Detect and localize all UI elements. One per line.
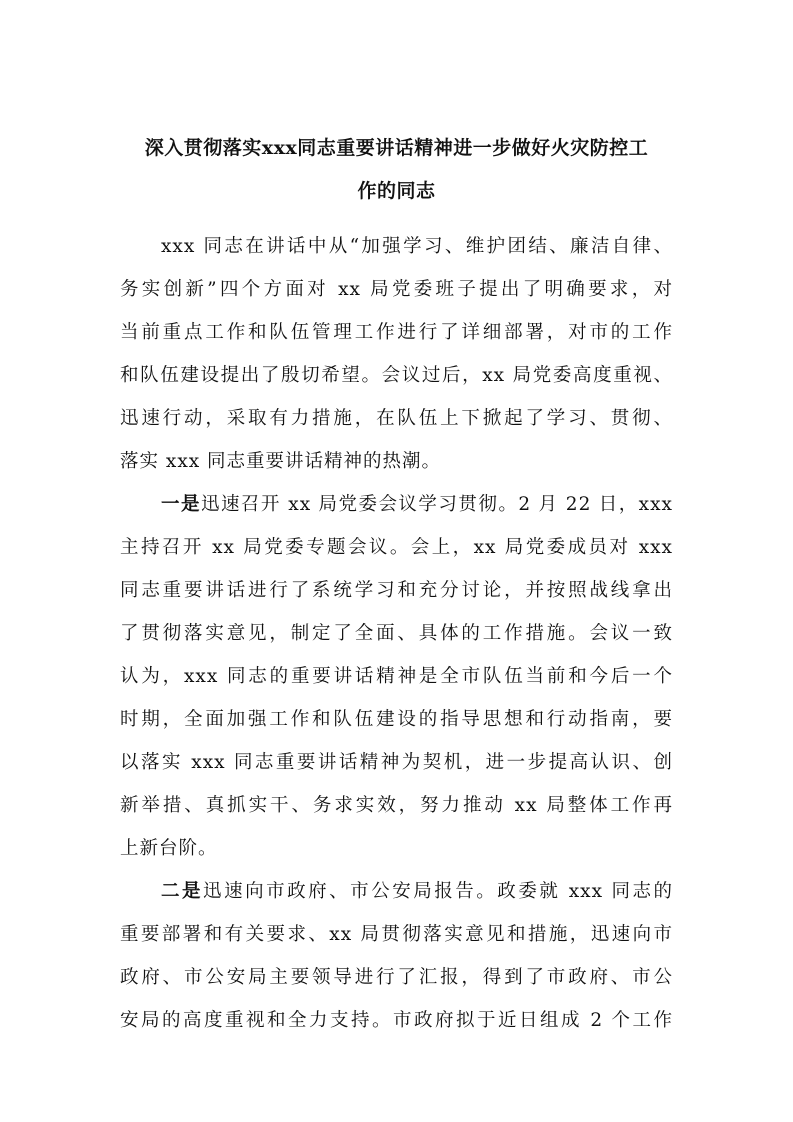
paragraph-line: 政府、市公安局主要领导进行了汇报，得到了市政府、市公 [120, 967, 673, 988]
paragraph-line: 安局的高度重视和全力支持。市政府拟于近日组成 2 个工作 [120, 1010, 673, 1031]
document-title-line-1: 深入贯彻落实xxx同志重要讲话精神进一步做好火灾防控工 [144, 137, 649, 159]
paragraph-line: 重要部署和有关要求、xx 局贯彻落实意见和措施，迅速向市 [120, 924, 673, 945]
paragraph-line: 了贯彻落实意见，制定了全面、具体的工作措施。会议一致 [120, 623, 673, 644]
paragraph-line-text: 迅速向市政府、市公安局报告。政委就 xxx 同志的 [203, 881, 673, 902]
paragraph-line: 新举措、真抓实干、务求实效，努力推动 xx 局整体工作再 [120, 795, 673, 816]
paragraph-line: 和队伍建设提出了殷切希望。会议过后，xx 局党委高度重视、 [120, 365, 673, 386]
paragraph-line: xxx 同志在讲话中从“加强学习、维护团结、廉洁自律、 [161, 236, 673, 257]
paragraph-line: 以落实 xxx 同志重要讲话精神为契机，进一步提高认识、创 [120, 752, 673, 773]
paragraph-line [161, 490, 673, 516]
paragraph-line-text: 迅速召开 xx 局党委会议学习贯彻。2 月 22 日，xxx [200, 494, 673, 515]
paragraph-lead: 二是 [161, 881, 204, 902]
paragraph-line [161, 877, 673, 903]
paragraph-line: 当前重点工作和队伍管理工作进行了详细部署，对市的工作 [120, 322, 673, 343]
paragraph-line: 时期，全面加强工作和队伍建设的指导思想和行动指南，要 [120, 709, 673, 730]
paragraph-line: 认为，xxx 同志的重要讲话精神是全市队伍当前和今后一个 [120, 666, 673, 687]
paragraph-line: 落实 xxx 同志重要讲话精神的热潮。 [120, 451, 442, 472]
paragraph-line: 务实创新”四个方面对 xx 局党委班子提出了明确要求，对 [120, 279, 673, 300]
paragraph-line: 上新台阶。 [120, 838, 218, 859]
paragraph-line: 主持召开 xx 局党委专题会议。会上，xx 局党委成员对 xxx [120, 537, 673, 558]
paragraph-line: 同志重要讲话进行了系统学习和充分讨论，并按照战线拿出 [120, 580, 673, 601]
paragraph-line: 迅速行动，采取有力措施，在队伍上下掀起了学习、贯彻、 [120, 408, 673, 429]
paragraph-lead: 一是 [161, 494, 201, 515]
document-title-line-2: 作的同志 [357, 180, 436, 202]
